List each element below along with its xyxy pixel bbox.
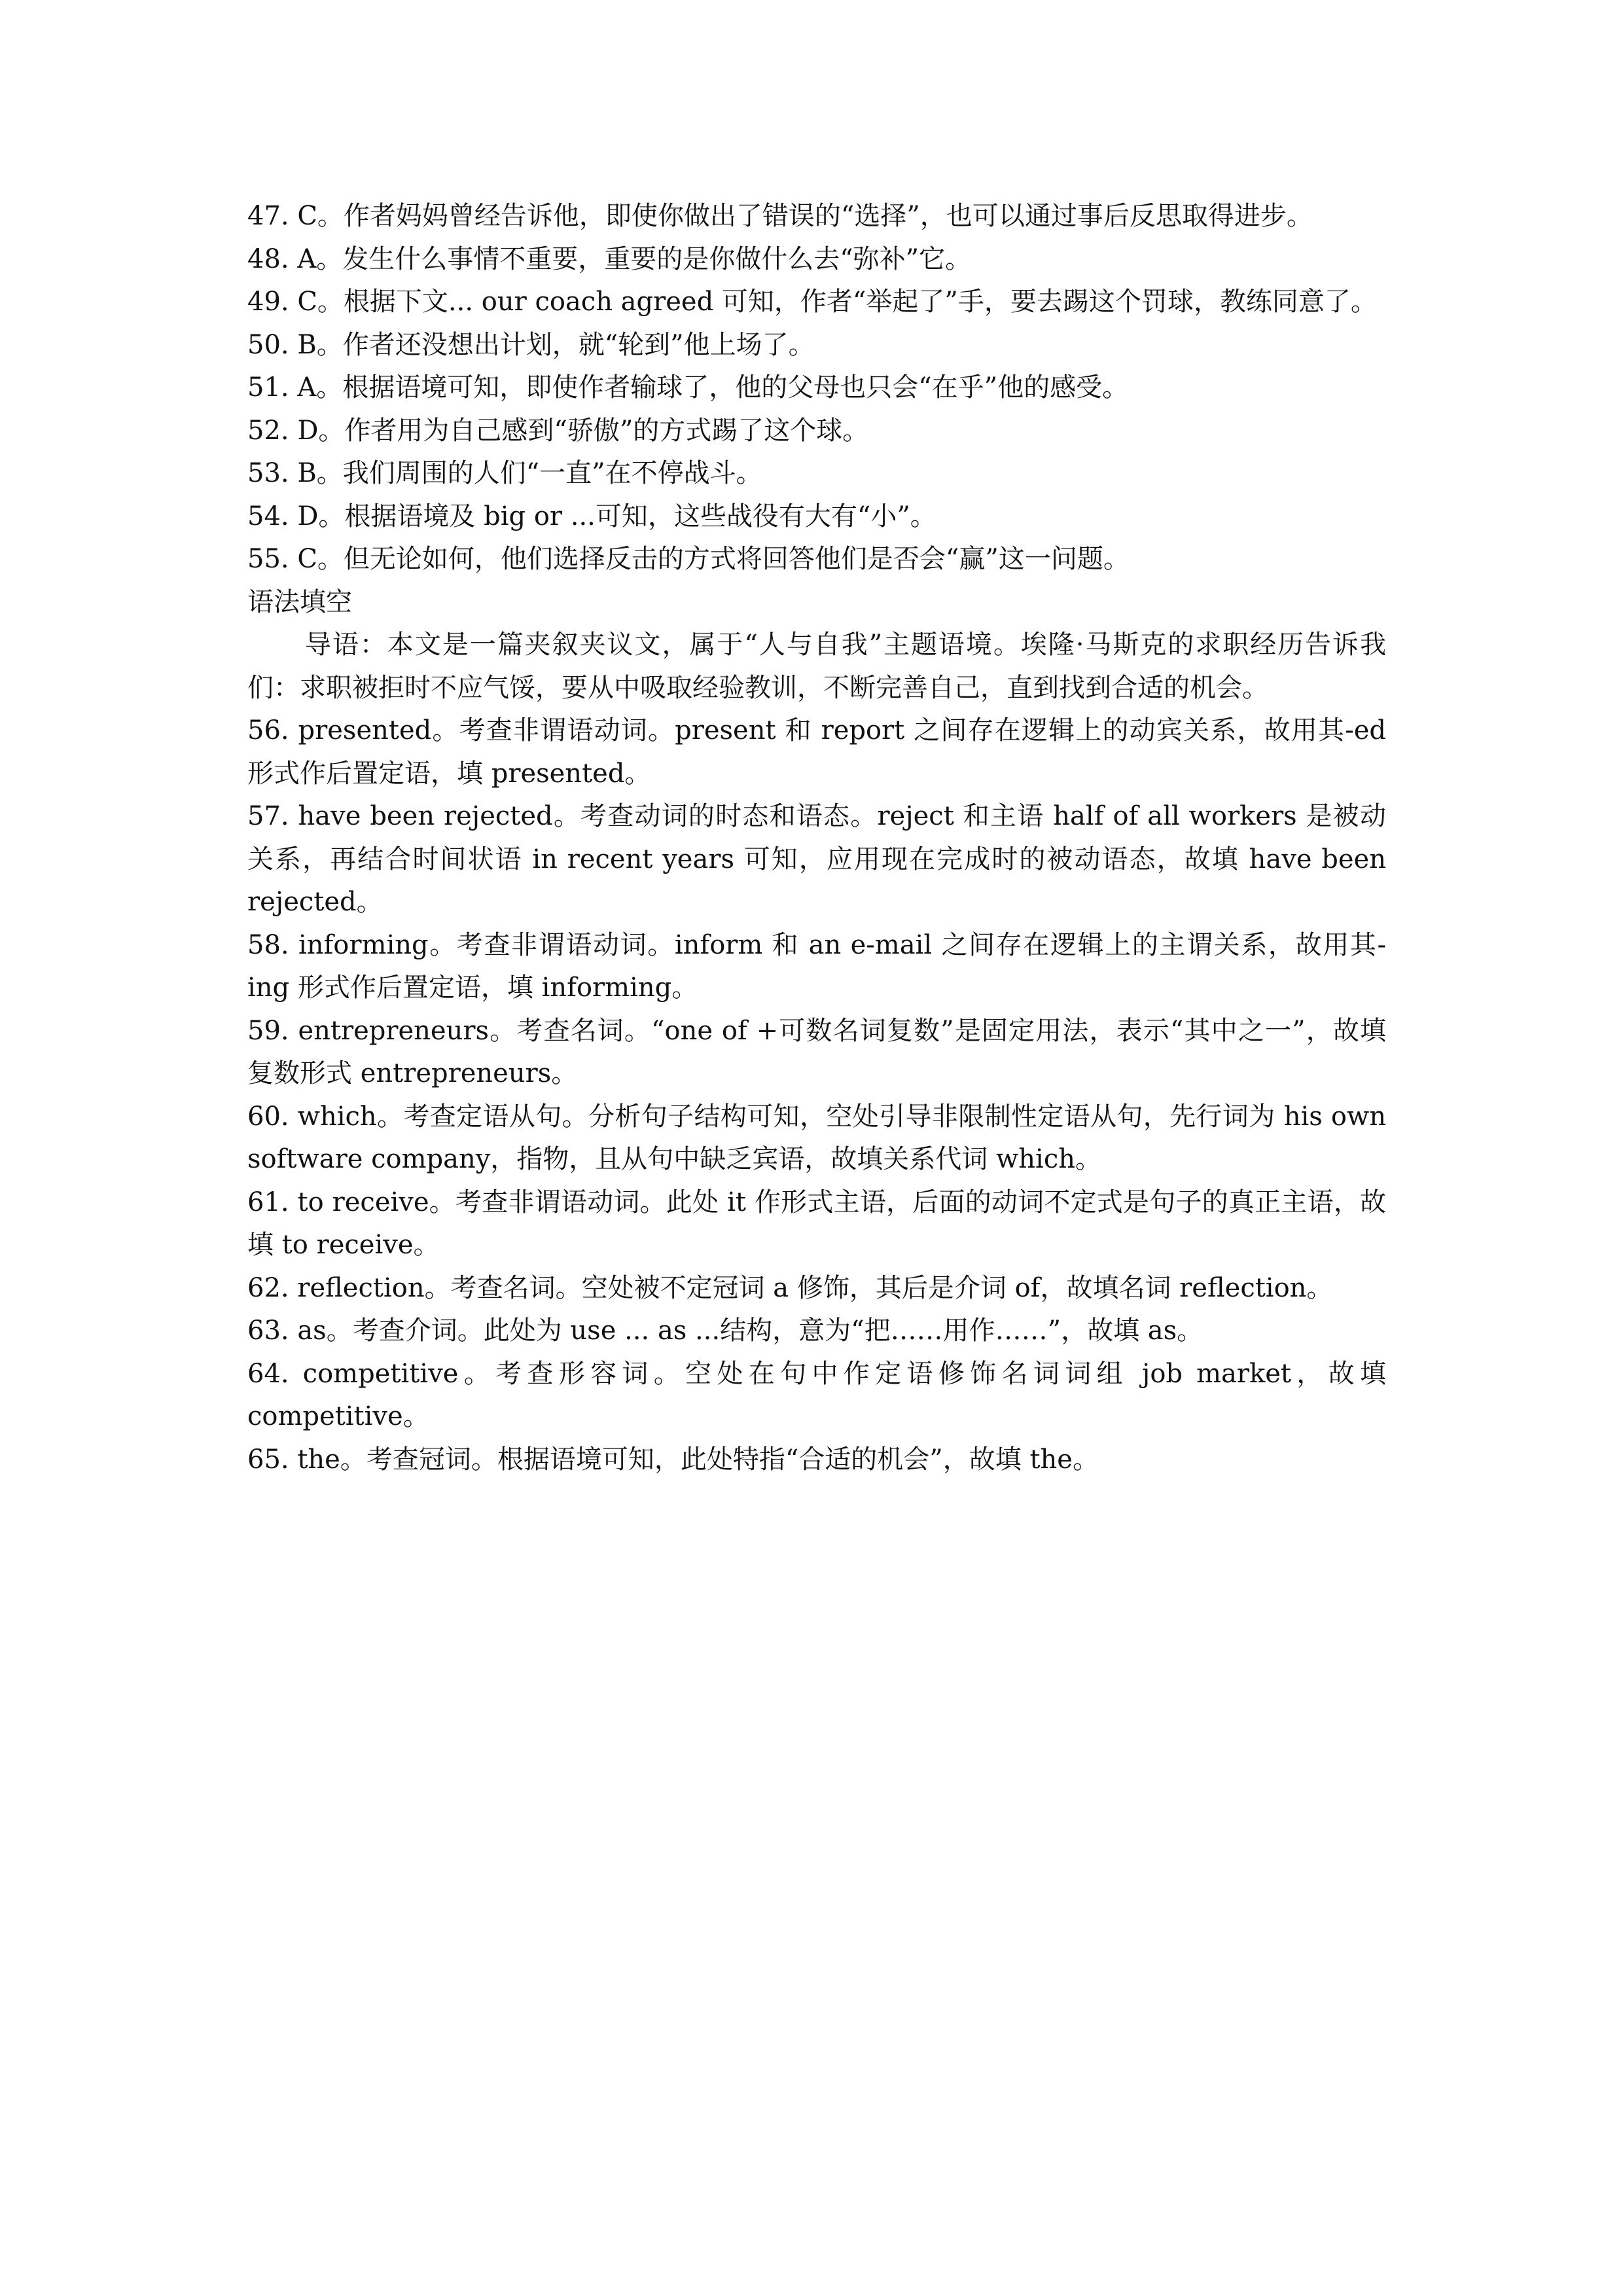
answer-49: 49. C。根据下文... our coach agreed 可知，作者“举起了”手，要去踢这个罚球，教练同意了。 <box>247 287 1377 317</box>
answer-63: 63. as。考查介词。此处为 use ... as ...结构，意为“把……用作……”，故填 as。 <box>247 1316 1204 1346</box>
answer-48: 48. A。发生什么事情不重要，重要的是你做什么去“弥补”它。 <box>247 243 972 274</box>
answer-61: 61. to receive。考查非谓语动词。此处 it 作形式主语，后面的动词不定式是句子的真正主语，故填 to receive。 <box>247 1187 1386 1260</box>
answer-50: 50. B。作者还没想出计划，就“轮到”他上场了。 <box>247 329 815 360</box>
answer-62: 62. reflection。考查名词。空处被不定冠词 a 修饰，其后是介词 of，故填名词 reflection。 <box>247 1272 1333 1303</box>
answer-51: 51. A。根据语境可知，即使作者输球了，他的父母也只会“在乎”他的感受。 <box>247 372 1129 403</box>
answer-56: 56. presented。考查非谓语动词。present 和 report 之间存在逻辑上的动宾关系，故用其-ed 形式作后置定语，填 presented。 <box>247 715 1386 789</box>
answer-53: 53. B。我们周围的人们“一直”在不停战斗。 <box>247 458 762 488</box>
grammar-intro: 导语：本文是一篇夹叙夹议文，属于“人与自我”主题语境。埃隆·马斯克的求职经历告诉我们：求职被拒时不应气馁，要从中吸取经验教训，不断完善自己，直到找到合适的机会。 <box>247 630 1386 703</box>
answer-57: 57. have been rejected。考查动词的时态和语态。reject 和主语 half of all workers 是被动关系，再结合时间状语 in recent years 可知，应用现在完成时的被动语态，故填 have been rejected。 <box>247 801 1386 917</box>
answer-60: 60. which。考查定语从句。分析句子结构可知，空处引导非限制性定语从句，先行词为 his own software company，指物，且从句中缺乏宾语，故填关系代词 which。 <box>247 1101 1386 1174</box>
answer-54: 54. D。根据语境及 big or ...可知，这些战役有大有“小”。 <box>247 501 936 531</box>
answer-52: 52. D。作者用为自己感到“骄傲”的方式踢了这个球。 <box>247 415 869 446</box>
section-title-grammar: 语法填空 <box>247 586 352 617</box>
answer-47: 47. C。作者妈妈曾经告诉他，即使你做出了错误的“选择”，也可以通过事后反思取得进步。 <box>247 201 1313 231</box>
answer-59: 59. entrepreneurs。考查名词。“one of +可数名词复数”是固定用法，表示“其中之一”，故填复数形式 entrepreneurs。 <box>247 1015 1386 1088</box>
answer-64: 64. competitive。考查形容词。空处在句中作定语修饰名词词组 job market，故填 competitive。 <box>247 1358 1386 1431</box>
document-page <box>247 195 1386 1481</box>
answer-65: 65. the。考查冠词。根据语境可知，此处特指“合适的机会”，故填 the。 <box>247 1444 1099 1475</box>
answer-55: 55. C。但无论如何，他们选择反击的方式将回答他们是否会“赢”这一问题。 <box>247 544 1130 574</box>
answer-58: 58. informing。考查非谓语动词。inform 和 an e-mail 之间存在逻辑上的主谓关系，故用其-ing 形式作后置定语，填 informing。 <box>247 929 1386 1003</box>
